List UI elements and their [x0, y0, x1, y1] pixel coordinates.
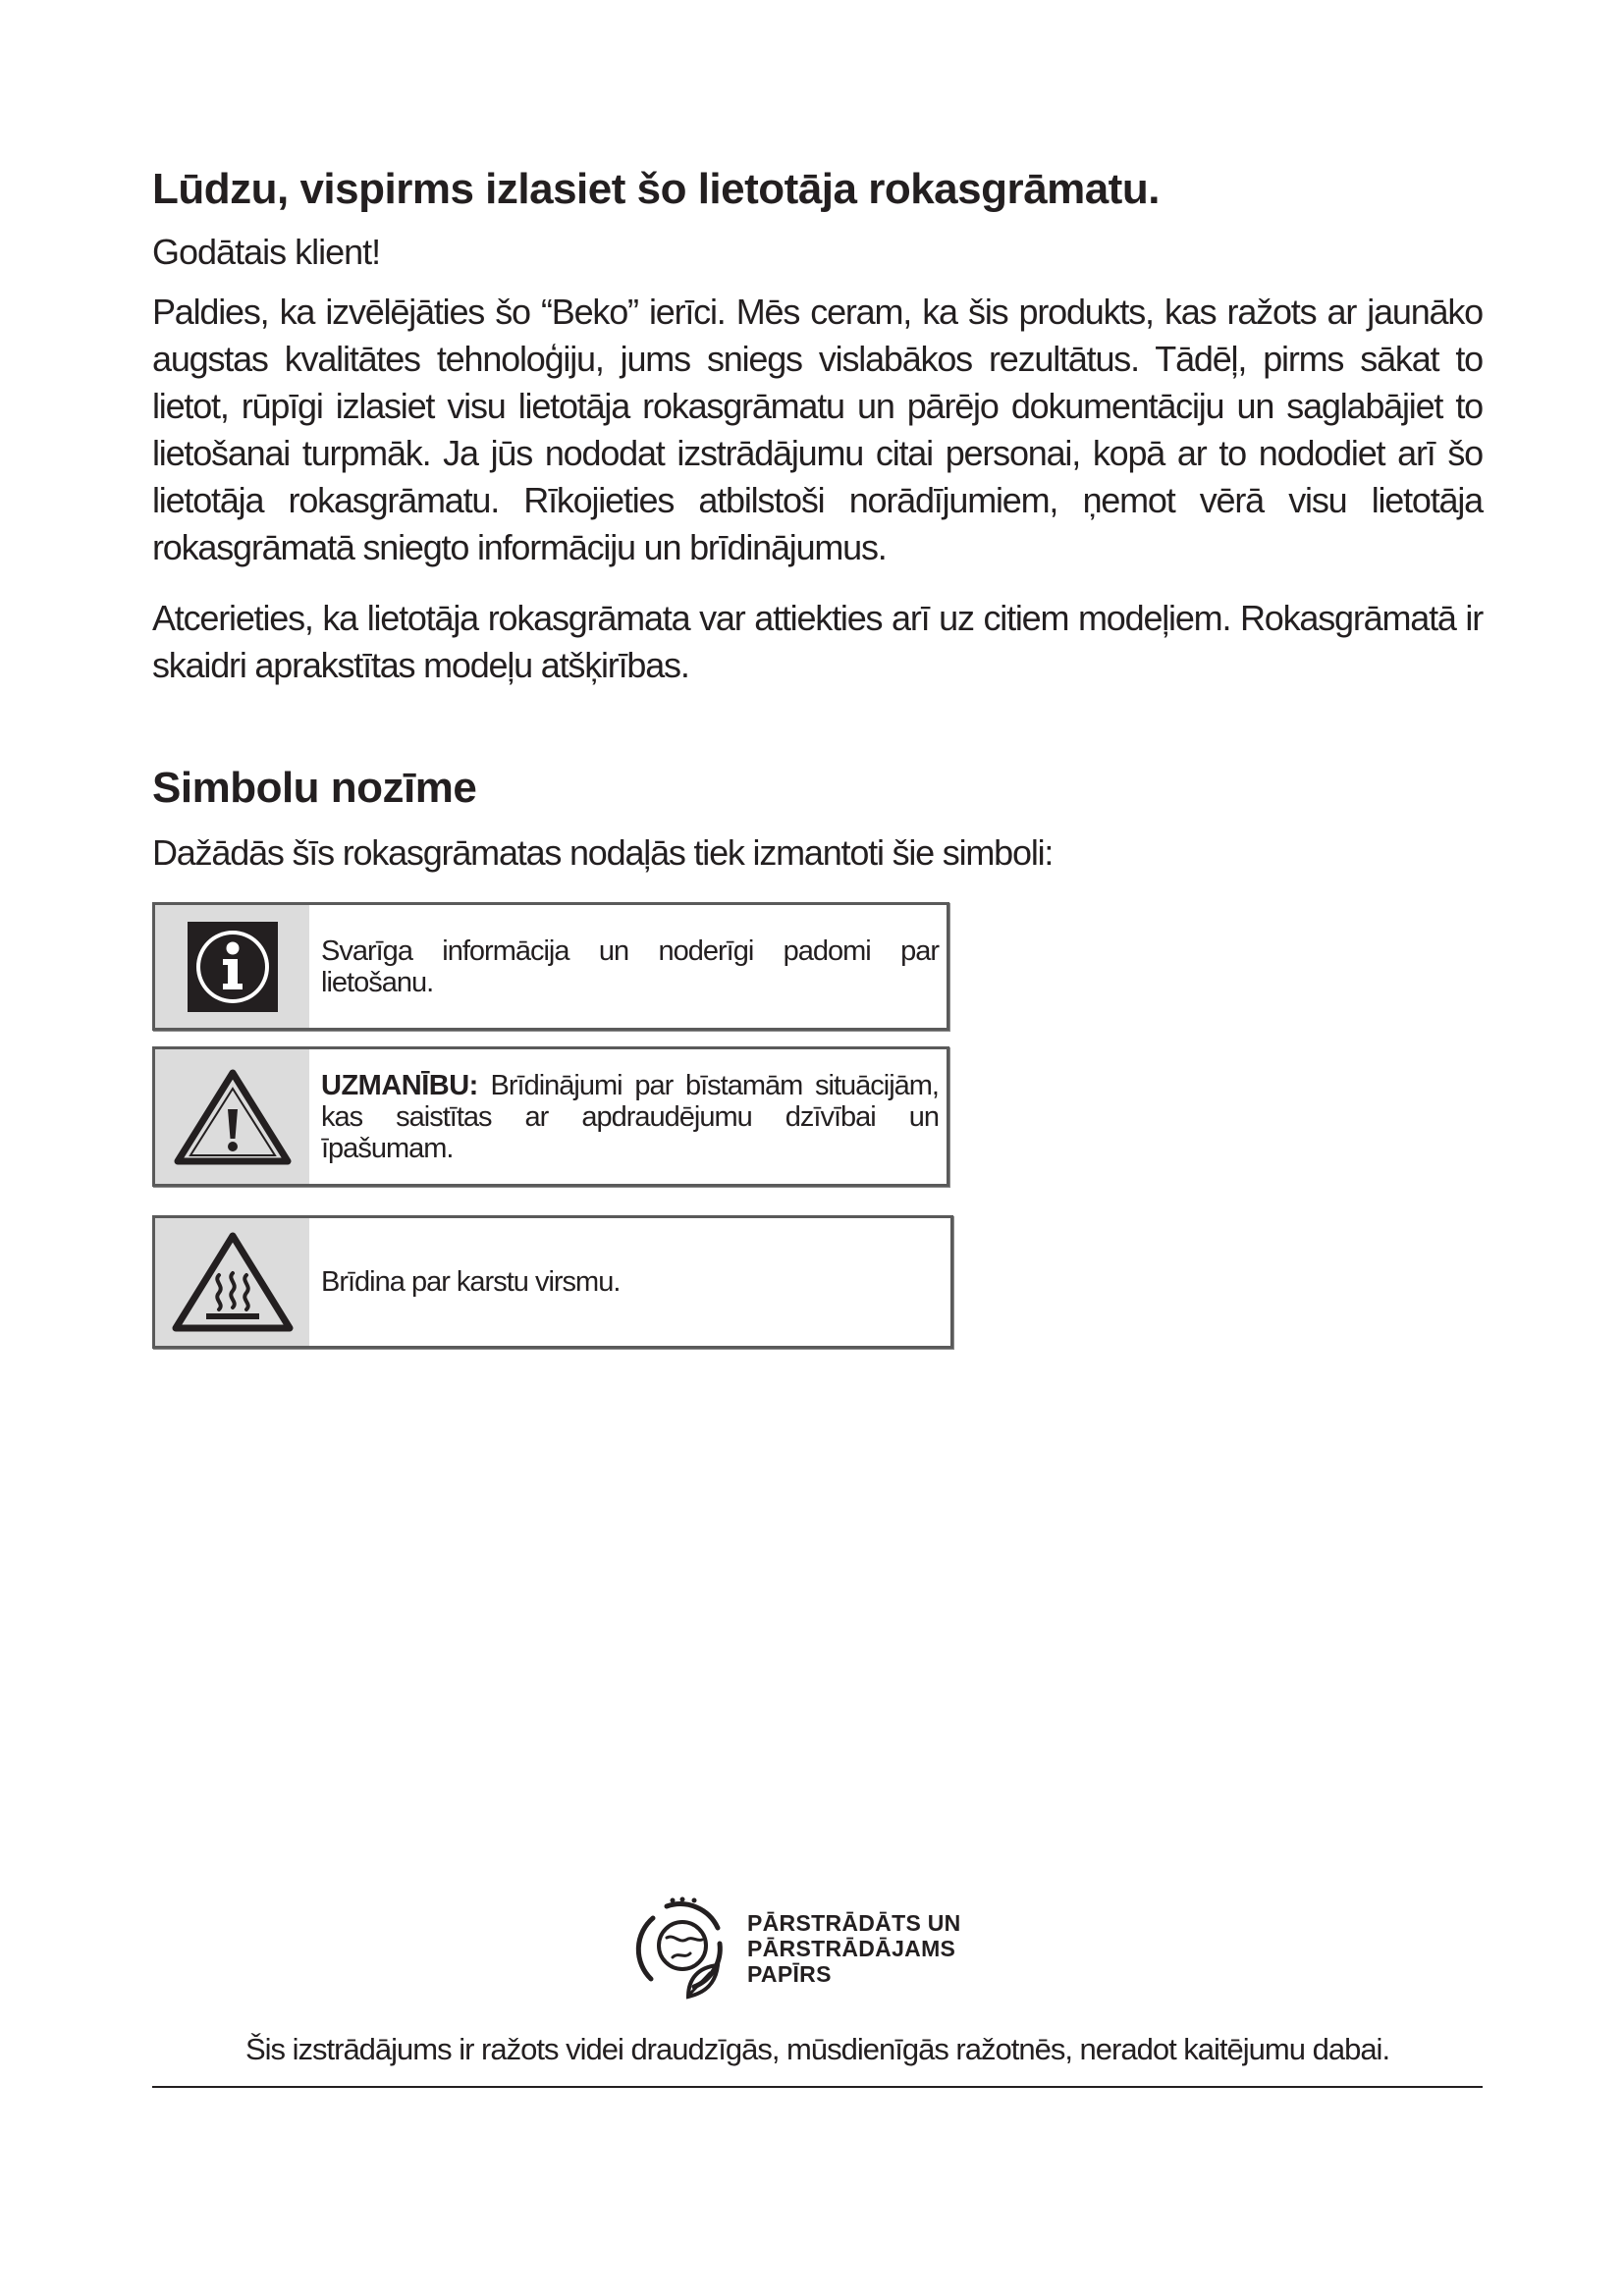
hot-surface-icon [171, 1231, 295, 1333]
eco-statement: Šis izstrādājums ir ražots videi draudzīgās, mūsdienīgās ražotnēs, neradot kaitējumu dabai. [244, 2032, 1390, 2066]
symbol-row-warning [152, 1046, 949, 1187]
recycled-paper-label [747, 1910, 961, 1987]
symbol-row-info [152, 902, 949, 1031]
recycle-line: PĀRSTRĀDĀTS UN [747, 1910, 961, 1936]
symbols-heading: Simbolu nozīme [152, 764, 477, 812]
symbol-text [309, 905, 947, 1028]
symbol-description: Brīdinājumi par bīstamām situācijām, kas saistītas ar apdraudējumu dzīvībai un īpašumam. [321, 1069, 939, 1164]
symbol-description: Svarīga informācija un noderīgi padomi par lietošanu. [321, 934, 939, 998]
footer-divider [152, 2086, 1483, 2088]
symbol-icon-cell [155, 1049, 309, 1184]
symbol-icon-cell [155, 905, 309, 1028]
models-note: Atcerieties, ka lietotāja rokasgrāmata var attiekties arī uz citiem modeļiem. Rokasgrāmatā ir skaidri aprakstītas modeļu atšķirības. [152, 598, 1483, 685]
warning-icon [173, 1068, 293, 1166]
symbol-text [309, 1218, 950, 1346]
recycled-paper-icon [633, 1895, 731, 2002]
warning-label: UZMANĪBU: [321, 1069, 478, 1101]
symbol-description: Brīdina par karstu virsmu. [321, 1266, 621, 1298]
intro-paragraph: Paldies, ka izvēlējāties šo “Beko” ierīci. Mēs ceram, ka šis produkts, kas ražots ar jaunāko augstas kvalitātes tehnoloģiju, jums sniegs vislabākos rezultātus. Tādēļ, pirms sākat to lietot, rūpīgi izlasiet visu lietotāja rokasgrāmatu un pārējo dokumentāciju un saglabājiet to lietošanai turpmāk. Ja jūs nododat izstrādājumu citai personai, kopā ar to nododiet arī šo lietotāja rokasgrāmatu. Rīkojieties atbilstoši norādījumiem, ņemot vērā visu lietotāja rokasgrāmatā sniegto informāciju un brīdinājumus. [152, 292, 1483, 567]
symbol-text [309, 1049, 947, 1184]
symbols-intro: Dažādās šīs rokasgrāmatas nodaļās tiek izmantoti šie simboli: [152, 832, 1054, 873]
recycle-line: PĀRSTRĀDĀJAMS [747, 1936, 956, 1961]
info-icon [186, 920, 280, 1014]
recycled-paper-badge [633, 1895, 961, 2002]
page-title: Lūdzu, vispirms izlasiet šo lietotāja rokasgrāmatu. [152, 165, 1160, 213]
symbol-icon-cell [155, 1218, 309, 1346]
recycle-line: PAPĪRS [747, 1961, 832, 1987]
symbol-row-hot-surface [152, 1215, 953, 1349]
greeting: Godātais klient! [152, 232, 381, 272]
